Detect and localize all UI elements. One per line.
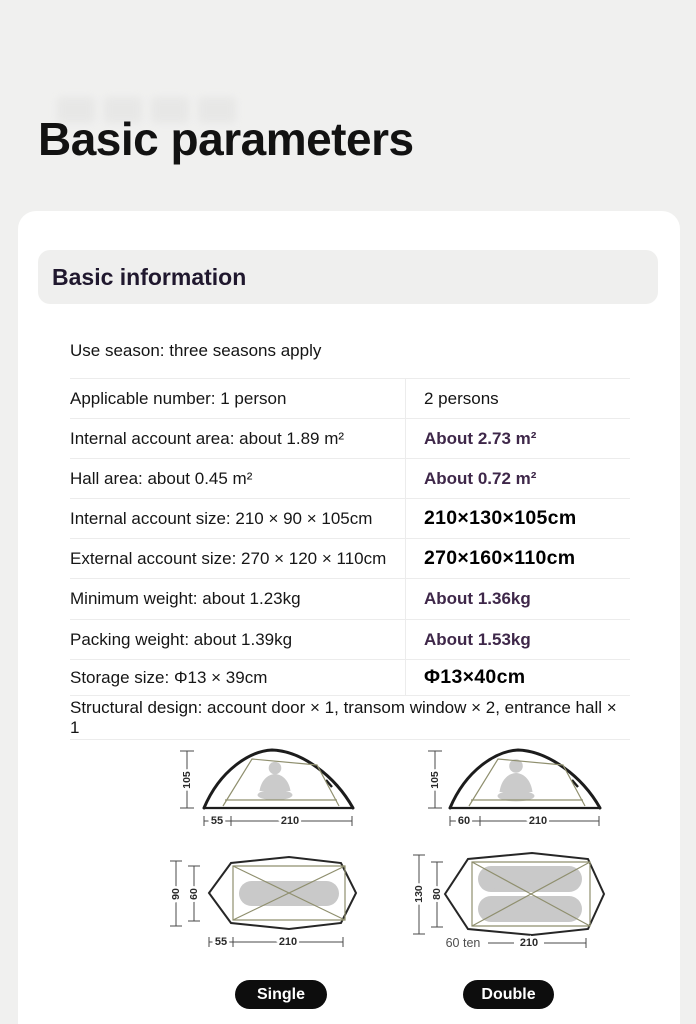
dim-vestibule-label: 55	[210, 815, 224, 827]
dim-outer-width-label: 130	[413, 885, 425, 903]
dim-length-label: 210	[519, 937, 539, 949]
spec-label: Internal account size: 210 × 90 × 105cm	[70, 508, 373, 528]
page-title: Basic parameters	[38, 113, 414, 165]
spec-label: External account size: 270 × 120 × 110cm	[70, 548, 387, 568]
spec-label: Applicable number: 1 person	[70, 388, 287, 408]
tent-double-top-diagram	[408, 847, 653, 955]
spec-label: Minimum weight: about 1.23kg	[70, 589, 301, 608]
person-silhouette	[258, 762, 293, 801]
tent-double-side-diagram	[416, 740, 646, 832]
pillow	[241, 884, 261, 904]
length-dimension	[209, 937, 343, 947]
table-row	[70, 459, 630, 499]
table-row	[70, 499, 630, 539]
dim-inner-width-label: 80	[431, 888, 443, 900]
spec-label: Internal account area: about 1.89 m²	[70, 428, 345, 448]
dim-height-label: 105	[181, 771, 193, 789]
spec-label: Storage size: Φ13 × 39cm	[70, 667, 268, 687]
dim-inner-width-label: 60	[188, 888, 200, 900]
table-row	[70, 660, 630, 696]
dim-vestibule-label: 55	[214, 936, 228, 948]
spec-value: 270×160×110cm	[424, 547, 576, 569]
dim-height-label: 105	[429, 771, 441, 789]
dim-outer-width-label: 90	[170, 888, 182, 900]
spec-value: 210×130×105cm	[424, 507, 577, 529]
length-dimension	[204, 816, 352, 826]
double-button[interactable]: Double	[463, 980, 554, 1009]
spec-value: About 1.53kg	[424, 629, 531, 649]
spec-label: Hall area: about 0.45 m²	[70, 468, 253, 488]
spec-table	[70, 378, 630, 740]
spec-value: About 1.36kg	[424, 589, 531, 608]
section-header: Basic information	[38, 250, 658, 304]
person-silhouette	[498, 759, 535, 801]
structural-design-row: Structural design: account door × 1, transom window × 2, entrance hall × 1	[70, 696, 630, 740]
dim-length-label: 210	[278, 936, 298, 948]
spec-label: Packing weight: about 1.39kg	[70, 629, 293, 649]
tent-single-top-diagram	[163, 849, 403, 954]
dim-length-label: 210	[280, 815, 300, 827]
length-dimension	[450, 816, 599, 826]
dim-vestibule-label: 60 ten	[445, 936, 481, 950]
spec-value: About 0.72 m²	[424, 468, 537, 488]
dim-length-label: 210	[528, 815, 548, 827]
spec-value: Φ13×40cm	[424, 666, 526, 688]
use-season-text: Use season: three seasons apply	[70, 341, 322, 360]
table-row	[70, 379, 630, 419]
tent-single-side-diagram	[168, 740, 398, 832]
table-row	[70, 539, 630, 579]
table-row	[70, 579, 630, 620]
spec-value: 2 persons	[424, 388, 499, 408]
table-row	[70, 419, 630, 459]
table-row	[70, 620, 630, 660]
spec-value: About 2.73 m²	[424, 428, 537, 448]
single-button[interactable]: Single	[235, 980, 327, 1009]
tent-footprint-outline	[445, 853, 604, 935]
dim-vestibule-label: 60	[457, 815, 471, 827]
